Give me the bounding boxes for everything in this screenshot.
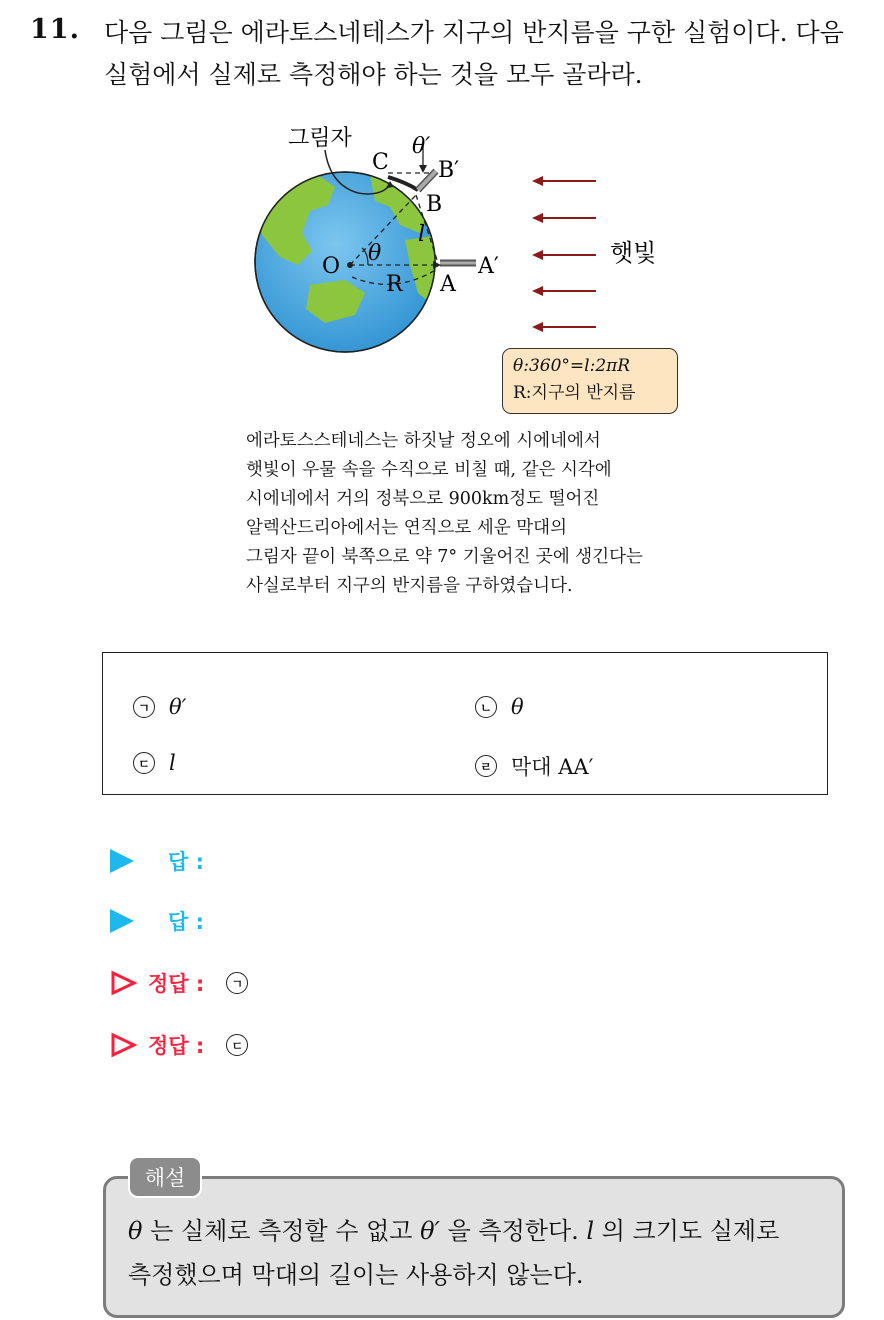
explanation-line-1 xyxy=(128,1209,824,1253)
label-theta-prime: θ′ xyxy=(412,134,431,159)
description-line: 시에네에서 거의 정북으로 900km정도 떨어진 xyxy=(246,489,600,509)
choice-value: θ′ xyxy=(169,695,187,719)
correct-label: 정답 : xyxy=(148,1034,205,1058)
explanation-text: 을 측정한다. xyxy=(439,1217,587,1245)
choice-value: l xyxy=(169,751,176,775)
formula-line-2: R:지구의 반지름 xyxy=(513,383,636,403)
explanation-text: 는 실체로 측정할 수 없고 xyxy=(142,1217,421,1245)
choice-value: θ xyxy=(511,695,524,719)
label-theta: θ xyxy=(368,241,382,266)
symbol-theta-prime: θ′ xyxy=(420,1217,440,1245)
label-r: R xyxy=(386,272,403,297)
explanation-text: 의 크기도 실제로 xyxy=(594,1217,780,1245)
label-c: C xyxy=(372,150,389,175)
description-line: 햇빛이 우물 속을 수직으로 비칠 때, 같은 시각에 xyxy=(246,460,612,480)
description xyxy=(246,427,766,601)
symbol-theta: θ xyxy=(128,1217,143,1245)
description-line: 사실로부터 지구의 반지름을 구하였습니다. xyxy=(246,576,573,596)
choice-mark: ㄱ xyxy=(133,696,155,718)
outline-triangle-icon xyxy=(110,970,138,996)
choice-3[interactable] xyxy=(133,751,176,775)
explanation-line-2: 측정했으며 막대의 길이는 사용하지 않는다. xyxy=(128,1261,584,1289)
correct-answer-1 xyxy=(110,968,248,998)
label-l: l xyxy=(418,222,426,247)
explanation-tag: 해설 xyxy=(128,1156,202,1198)
correct-answer-2 xyxy=(110,1030,248,1060)
formula-box xyxy=(502,348,678,414)
choice-mark: ㄷ xyxy=(133,752,155,774)
formula-line-1: θ:360°=l:2πR xyxy=(513,356,631,376)
symbol-l: l xyxy=(586,1217,595,1245)
play-icon xyxy=(110,849,134,873)
choice-4[interactable] xyxy=(475,751,593,781)
description-line: 그림자 끝이 북쪽으로 약 7° 기울어진 곳에 생긴다는 xyxy=(246,547,643,567)
label-o: O xyxy=(322,254,341,279)
choice-1[interactable] xyxy=(133,695,186,719)
label-shadow: 그림자 xyxy=(288,126,352,151)
choice-value: 막대 AA′ xyxy=(511,755,594,779)
label-a: A xyxy=(440,272,456,297)
description-line: 알렉산드리아에서는 연직으로 세운 막대의 xyxy=(246,518,567,538)
answer-blank-1[interactable] xyxy=(110,846,204,876)
explanation-box xyxy=(103,1176,845,1318)
label-sunlight: 햇빛 xyxy=(610,239,657,267)
correct-mark: ㄱ xyxy=(226,972,248,994)
label-b-prime: B′ xyxy=(438,158,460,183)
outline-triangle-icon xyxy=(110,1032,138,1058)
description-line: 에라토스스테네스는 하짓날 정오에 시에네에서 xyxy=(246,431,601,451)
answer-blank-2[interactable] xyxy=(110,906,204,936)
correct-label: 정답 : xyxy=(148,972,205,996)
choice-mark: ㄹ xyxy=(475,755,497,777)
question-number: 11. xyxy=(30,14,80,45)
answer-label: 답 : xyxy=(168,910,204,934)
answer-label: 답 : xyxy=(168,850,204,874)
label-b: B xyxy=(426,192,443,217)
choices-box xyxy=(102,652,828,795)
question-text: 다음 그림은 에라토스네테스가 지구의 반지름을 구한 실험이다. 다음 실험에서 실제로 측정해야 하는 것을 모두 골라라. xyxy=(104,18,844,89)
choice-2[interactable] xyxy=(475,695,524,719)
sunlight-arrows xyxy=(532,176,596,332)
choice-mark: ㄴ xyxy=(475,696,497,718)
correct-mark: ㄷ xyxy=(226,1034,248,1056)
play-icon xyxy=(110,909,134,933)
label-a-prime: A′ xyxy=(478,254,499,279)
